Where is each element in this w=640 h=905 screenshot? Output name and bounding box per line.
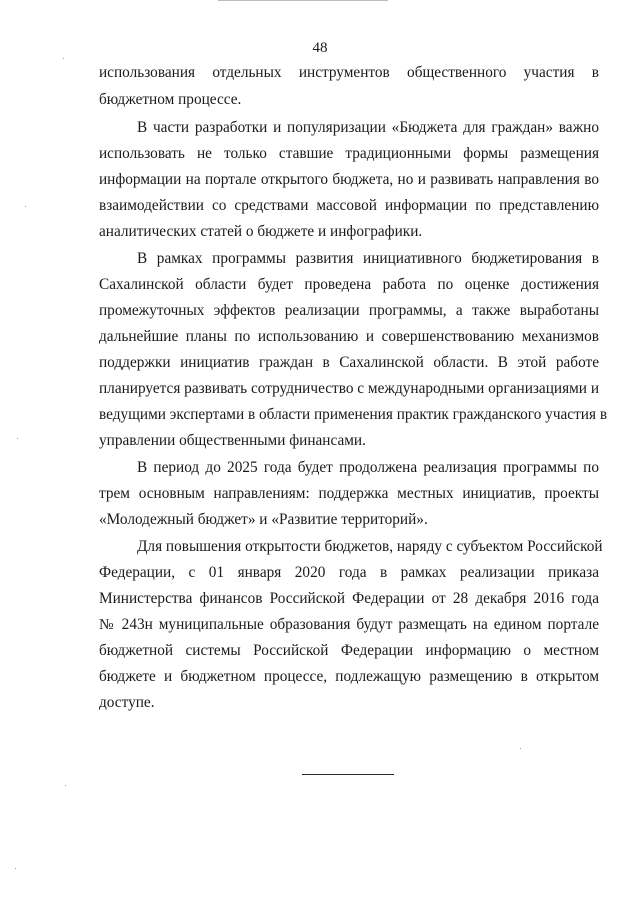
scan-speck <box>25 206 26 207</box>
text-line: использования отдельных инструментов общественного участия в <box>99 64 599 81</box>
text-line: Сахалинской области будет проведена работа по оценке достижения <box>99 276 599 293</box>
text-line: информации на портале открытого бюджета, но и развивать направления во <box>99 171 599 188</box>
scan-speck <box>520 748 521 749</box>
scan-speck <box>17 438 18 439</box>
text-line: ведущими экспертами в области применения практик гражданского участия в <box>99 406 608 423</box>
text-line: управлении общественными финансами. <box>99 432 366 449</box>
text-line: Федерации, с 01 января 2020 года в рамках реализации приказа <box>99 564 599 581</box>
text-line: трем основным направлениям: поддержка местных инициатив, проекты <box>99 485 599 502</box>
text-line: бюджетной системы Российской Федерации информацию о местном <box>99 642 599 659</box>
text-line: Для повышения открытости бюджетов, наряду с субъектом Российской <box>137 538 603 555</box>
text-line: взаимодействии со средствами массовой информации по представлению <box>99 197 599 214</box>
text-line: «Молодежный бюджет» и «Развитие территорий». <box>99 511 428 528</box>
text-line: бюджете и бюджетном процессе, подлежащую размещению в открытом <box>99 668 599 685</box>
text-line: использовать не только ставшие традиционными формы размещения <box>99 145 599 162</box>
text-line: Министерства финансов Российской Федерации от 28 декабря 2016 года <box>99 590 599 607</box>
text-line: промежуточных эффектов реализации программы, а также выработаны <box>99 302 599 319</box>
page-number: 48 <box>312 40 328 56</box>
text-line: № 243н муниципальные образования будут размещать на едином портале <box>99 616 599 633</box>
footnote-separator <box>302 774 394 775</box>
scan-edge-line <box>218 0 388 1</box>
text-line: планируется развивать сотрудничество с международными организациями и <box>99 380 600 397</box>
text-line: доступе. <box>99 694 155 711</box>
text-line: В рамках программы развития инициативного бюджетирования в <box>137 250 599 267</box>
text-line: бюджетном процессе. <box>99 91 242 108</box>
scan-speck <box>15 868 16 869</box>
text-line: В период до 2025 года будет продолжена реализация программы по <box>137 459 599 476</box>
text-line: аналитических статей о бюджете и инфографики. <box>99 223 423 240</box>
scan-speck <box>63 58 64 59</box>
text-line: дальнейшие планы по использованию и совершенствованию механизмов <box>99 328 599 345</box>
text-line: В части разработки и популяризации «Бюджета для граждан» важно <box>137 119 599 136</box>
text-line: поддержки инициатив граждан в Сахалинской области. В этой работе <box>99 354 599 371</box>
scan-speck <box>65 785 66 786</box>
